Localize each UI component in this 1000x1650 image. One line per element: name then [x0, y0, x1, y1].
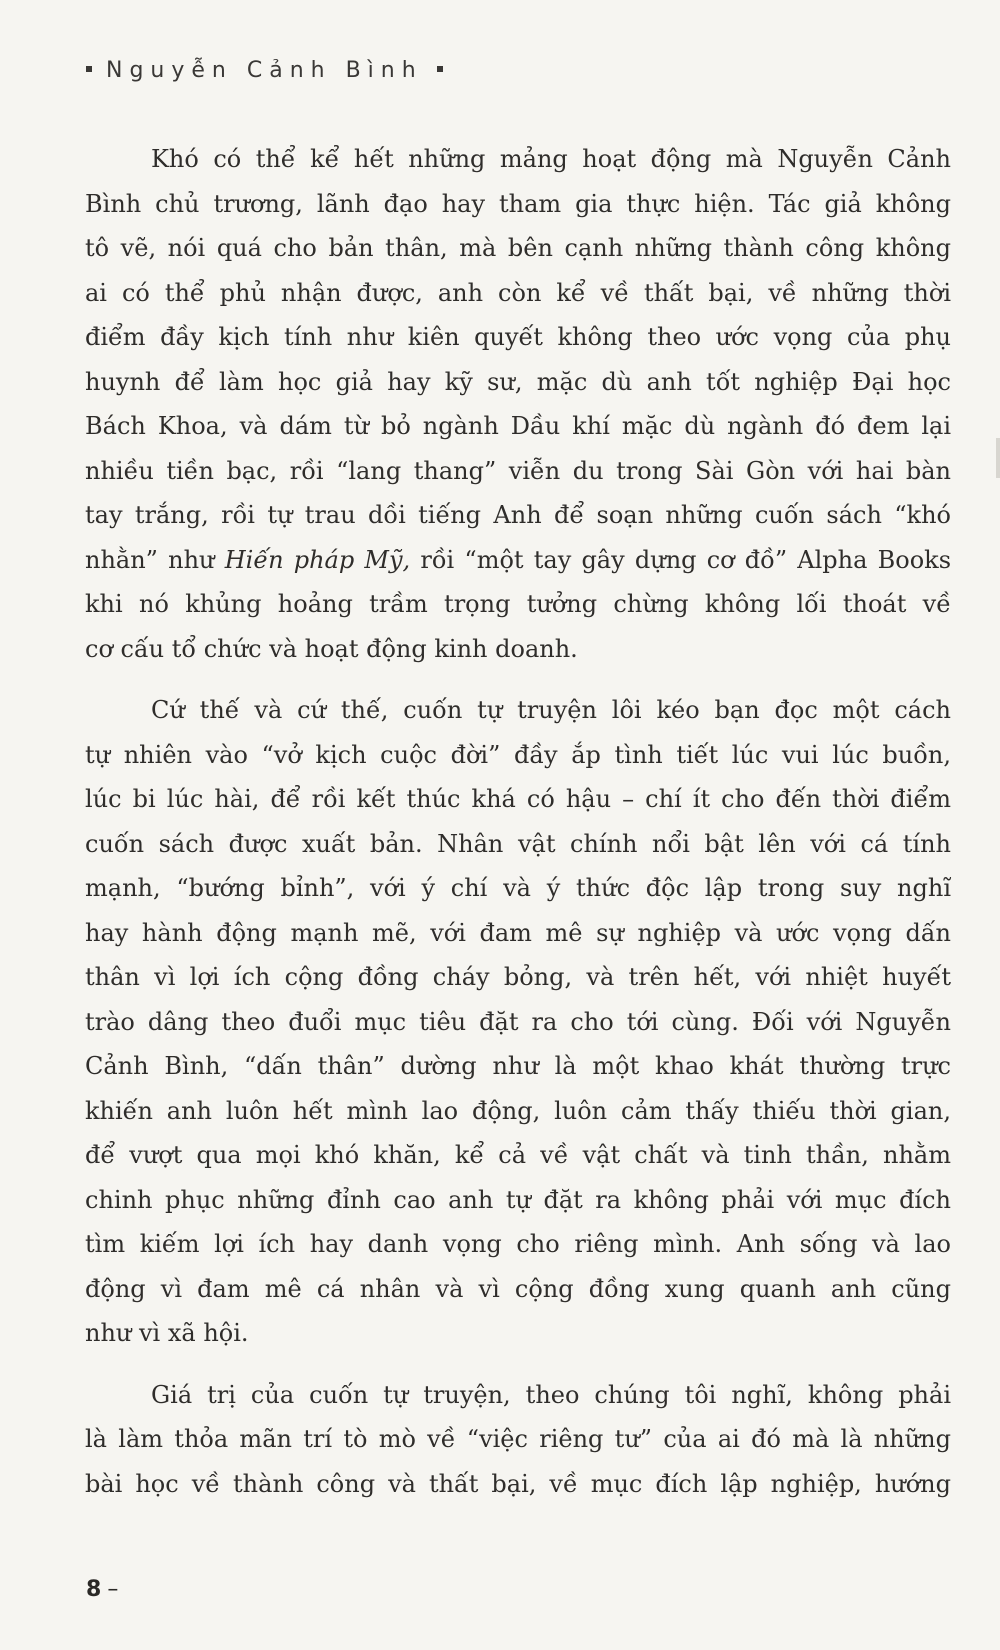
- text-line: mạnh, “bướng bỉnh”, với ý chí và ý thức độc lập trong suy nghĩ: [85, 874, 951, 902]
- text-line: lúc bi lúc hài, để rồi kết thúc khá có hậu – chí ít cho đến thời điểm: [85, 785, 951, 813]
- text-line: nhiều tiền bạc, rồi “lang thang” viễn du trong Sài Gòn với hai bàn: [85, 456, 951, 485]
- text-line: Bình chủ trương, lãnh đạo hay tham gia thực hiện. Tác giả không: [85, 189, 951, 218]
- text-line: tìm kiếm lợi ích hay danh vọng cho riêng mình. Anh sống và lao: [85, 1230, 951, 1258]
- text-line: khi nó khủng hoảng trầm trọng tưởng chừng không lối thoát về: [85, 590, 951, 618]
- running-header: [86, 58, 443, 83]
- text-line: để vượt qua mọi khó khăn, kể cả về vật chất và tinh thần, nhằm: [85, 1141, 951, 1169]
- text-line: cuốn sách được xuất bản. Nhân vật chính nổi bật lên với cá tính: [85, 829, 951, 858]
- text-segment: nhằn” như: [85, 545, 225, 574]
- book-title-italic: Hiến pháp Mỹ,: [224, 545, 411, 574]
- text-line: ai có thể phủ nhận được, anh còn kể về thất bại, về những thời: [85, 278, 951, 307]
- text-line: huynh để làm học giả hay kỹ sư, mặc dù anh tốt nghiệp Đại học: [85, 367, 951, 396]
- text-line: Cảnh Bình, “dấn thân” dường như là một khao khát thường trực: [85, 1052, 951, 1080]
- page-number-value: 8: [86, 1577, 102, 1602]
- text-line: chinh phục những đỉnh cao anh tự đặt ra không phải với mục đích: [85, 1185, 951, 1214]
- text-line: cơ cấu tổ chức và hoạt động kinh doanh.: [85, 634, 578, 663]
- text-line: là làm thỏa mãn trí tò mò về “việc riêng tư” của ai đó mà là những: [85, 1425, 951, 1453]
- text-segment: rồi “một tay gây dựng cơ đồ” Alpha Books: [410, 545, 952, 574]
- text-line: bài học về thành công và thất bại, về mục đích lập nghiệp, hướng: [85, 1469, 951, 1498]
- text-line: như vì xã hội.: [85, 1319, 249, 1347]
- text-line-with-title: [85, 538, 951, 583]
- text-line: Bách Khoa, và dám từ bỏ ngành Dầu khí mặc dù ngành đó đem lại: [85, 412, 951, 440]
- text-line: Giá trị của cuốn tự truyện, theo chúng tôi nghĩ, không phải: [151, 1380, 951, 1409]
- header-author: Nguyễn Cảnh Bình: [106, 58, 423, 83]
- header-bullet-right: [437, 66, 443, 72]
- text-line: Cứ thế và cứ thế, cuốn tự truyện lôi kéo bạn đọc một cách: [151, 696, 951, 724]
- text-line: Khó có thể kể hết những mảng hoạt động mà Nguyễn Cảnh: [151, 145, 951, 173]
- text-line: điểm đầy kịch tính như kiên quyết không theo ước vọng của phụ: [85, 323, 951, 351]
- text-line: khiến anh luôn hết mình lao động, luôn cảm thấy thiếu thời gian,: [85, 1096, 951, 1125]
- text-line: động vì đam mê cá nhân và vì cộng đồng xung quanh anh cũng: [85, 1274, 951, 1303]
- text-line: tự nhiên vào “vở kịch cuộc đời” đầy ắp tình tiết lúc vui lúc buồn,: [85, 740, 951, 769]
- body-text: [85, 137, 951, 1523]
- text-line: tô vẽ, nói quá cho bản thân, mà bên cạnh những thành công không: [85, 234, 951, 262]
- text-line: trào dâng theo đuổi mục tiêu đặt ra cho tới cùng. Đối với Nguyễn: [85, 1007, 951, 1036]
- page-number-dash: –: [107, 1577, 119, 1602]
- text-line: hay hành động mạnh mẽ, với đam mê sự nghiệp và ước vọng dấn: [85, 918, 951, 947]
- text-line: thân vì lợi ích cộng đồng cháy bỏng, và trên hết, với nhiệt huyết: [85, 963, 951, 991]
- paragraph-3: [85, 1373, 951, 1507]
- page-edge-mark: [996, 438, 1000, 478]
- paragraph-2: [85, 688, 951, 1356]
- header-bullet-left: [86, 66, 92, 72]
- text-line: tay trắng, rồi tự trau dồi tiếng Anh để soạn những cuốn sách “khó: [85, 501, 951, 529]
- paragraph-1: [85, 137, 951, 671]
- page-number: [86, 1577, 118, 1602]
